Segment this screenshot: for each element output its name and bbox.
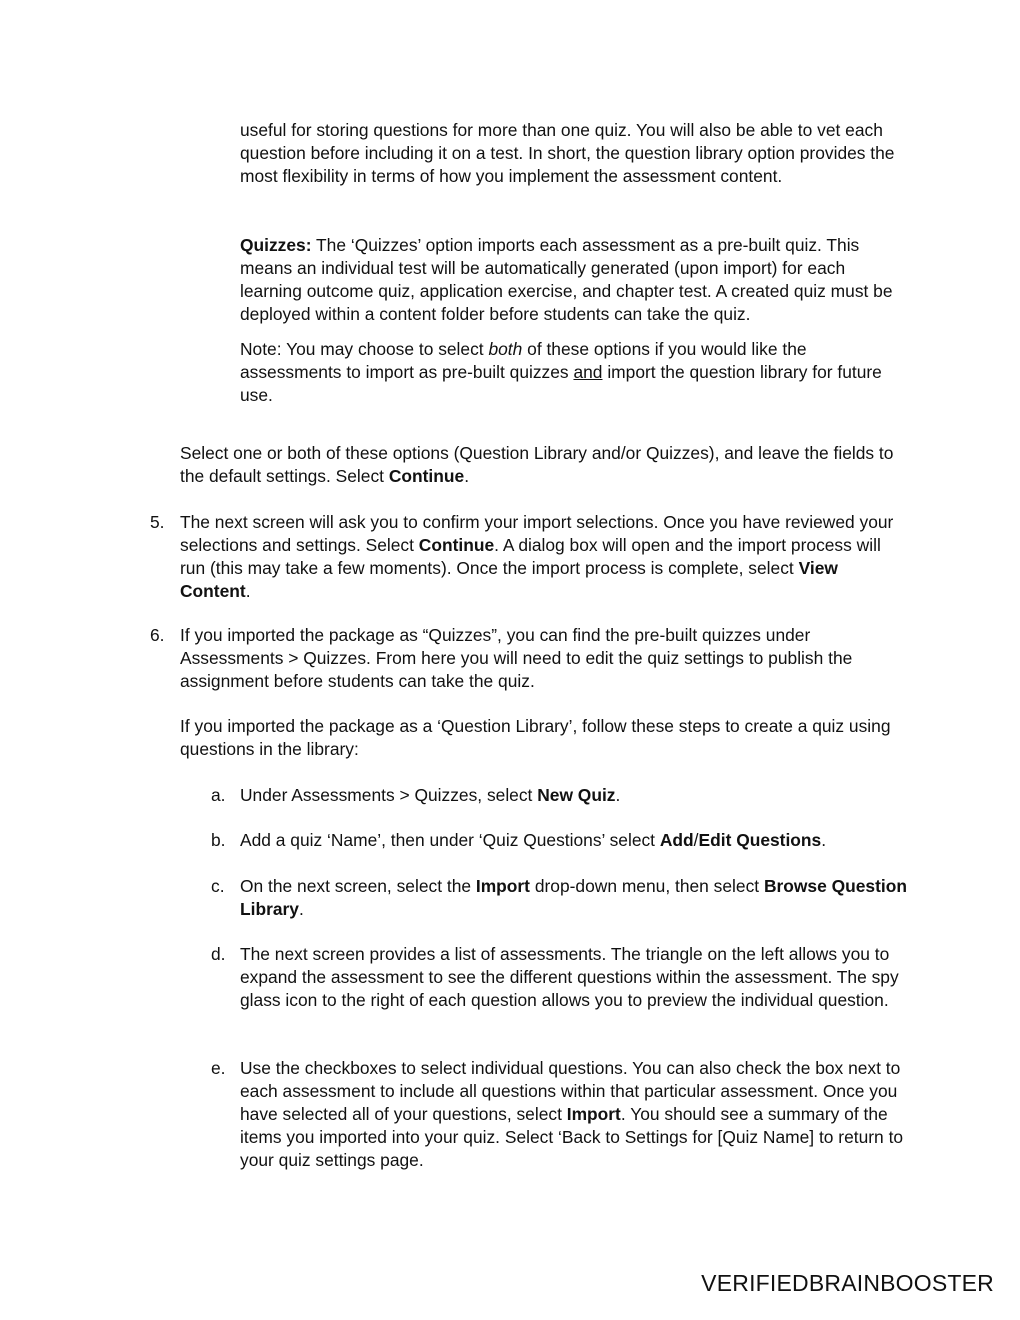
substep-e-text <box>240 1057 910 1172</box>
paragraph-question-library <box>240 119 910 188</box>
list-letter-d: d. <box>211 944 226 964</box>
substep-text: . <box>298 899 304 919</box>
paragraph-note <box>240 338 910 407</box>
note-text: Note: You may choose to select <box>240 339 489 359</box>
note-text: of these options if you would like the assessments to import as pre-built quizzes <box>240 339 807 382</box>
import-term: Import <box>566 1104 621 1124</box>
paragraph-quizzes <box>240 234 910 326</box>
step-text: If you imported the package as “Quizzes”, you can find the pre-built quizzes under Assessments > Quizzes. From here you will need to edit the quiz settings to publish the assignment before students can take the quiz. <box>180 625 853 691</box>
view-content-term: View Content <box>180 558 838 601</box>
paragraph-text: useful for storing questions for more than one quiz. You will also be able to vet each question before including it on a test. In short, the question library option provides the most flexibility in terms of how you implement the assessment content. <box>240 120 895 186</box>
list-letter-a: a. <box>211 785 226 805</box>
substep-text: Under Assessments > Quizzes, select <box>240 785 538 805</box>
substep-text: . <box>821 830 827 850</box>
paragraph-select-options <box>180 442 910 488</box>
substep-a-text <box>240 784 910 807</box>
list-number-5: 5. <box>150 512 165 532</box>
import-term: Import <box>475 876 530 896</box>
edit-questions-term: Edit Questions <box>698 830 822 850</box>
step-text: . A dialog box will open and the import process will run (this may take a few moments). Once the import process is complete, select <box>180 535 881 578</box>
step-text: If you imported the package as a ‘Question Library’, follow these steps to create a quiz using questions in the library: <box>180 716 891 759</box>
continue-term: Continue <box>418 535 495 555</box>
paragraph-text: . <box>464 466 470 486</box>
add-term: Add <box>659 830 694 850</box>
substep-text: On the next screen, select the <box>240 876 476 896</box>
step-6-text <box>180 624 910 693</box>
list-letter-b: b. <box>211 830 226 850</box>
new-quiz-term: New Quiz <box>537 785 616 805</box>
substep-text: . You should see a summary of the items you imported into your quiz. Select ‘Back to Settings for [Quiz Name] to return to your quiz settings page. <box>240 1104 904 1170</box>
step-text: . <box>245 581 251 601</box>
paragraph-text: The ‘Quizzes’ option imports each assessment as a pre-built quiz. This means an individual test will be automatically generated (upon import) for each learning outcome quiz, application exercise, and chapter test. A created quiz must be deployed within a content folder before students can take the quiz. <box>240 235 893 324</box>
paragraph-text: Select one or both of these options (Question Library and/or Quizzes), and leave the fields to the default settings. Select <box>180 443 894 486</box>
substep-text: drop-down menu, then select <box>529 876 764 896</box>
substep-text: The next screen provides a list of assessments. The triangle on the left allows you to expand the assessment to see the different questions within the assessment. The spy glass icon to the right of each question allows you to preview the individual question. <box>240 944 899 1010</box>
step-text: The next screen will ask you to confirm your import selections. Once you have reviewed your selections and settings. Select <box>180 512 894 555</box>
note-text: import the question library for future use. <box>240 362 882 405</box>
footer-watermark: VERIFIEDBRAINBOOSTER <box>701 1270 994 1296</box>
substep-c-text <box>240 875 910 921</box>
substep-d-text <box>240 943 910 1012</box>
substep-text: . <box>615 785 621 805</box>
step-5-text <box>180 511 910 603</box>
step-6-question-library-text <box>180 715 910 761</box>
note-emphasis: both <box>488 339 523 359</box>
substep-text: Add a quiz ‘Name’, then under ‘Quiz Questions’ select <box>240 830 660 850</box>
note-underline: and <box>573 362 603 382</box>
list-number-6: 6. <box>150 625 165 645</box>
list-letter-e: e. <box>211 1058 226 1078</box>
substep-b-text <box>240 829 910 852</box>
browse-question-library-term: Browse Question Library <box>240 876 907 919</box>
continue-term: Continue <box>388 466 465 486</box>
substep-text: / <box>693 830 699 850</box>
quizzes-label: Quizzes: <box>240 235 312 255</box>
substep-text: Use the checkboxes to select individual questions. You can also check the box next to each assessment to include all questions within that particular assessment. Once you have selected all of your questions, select <box>240 1058 901 1124</box>
list-letter-c: c. <box>211 876 225 896</box>
